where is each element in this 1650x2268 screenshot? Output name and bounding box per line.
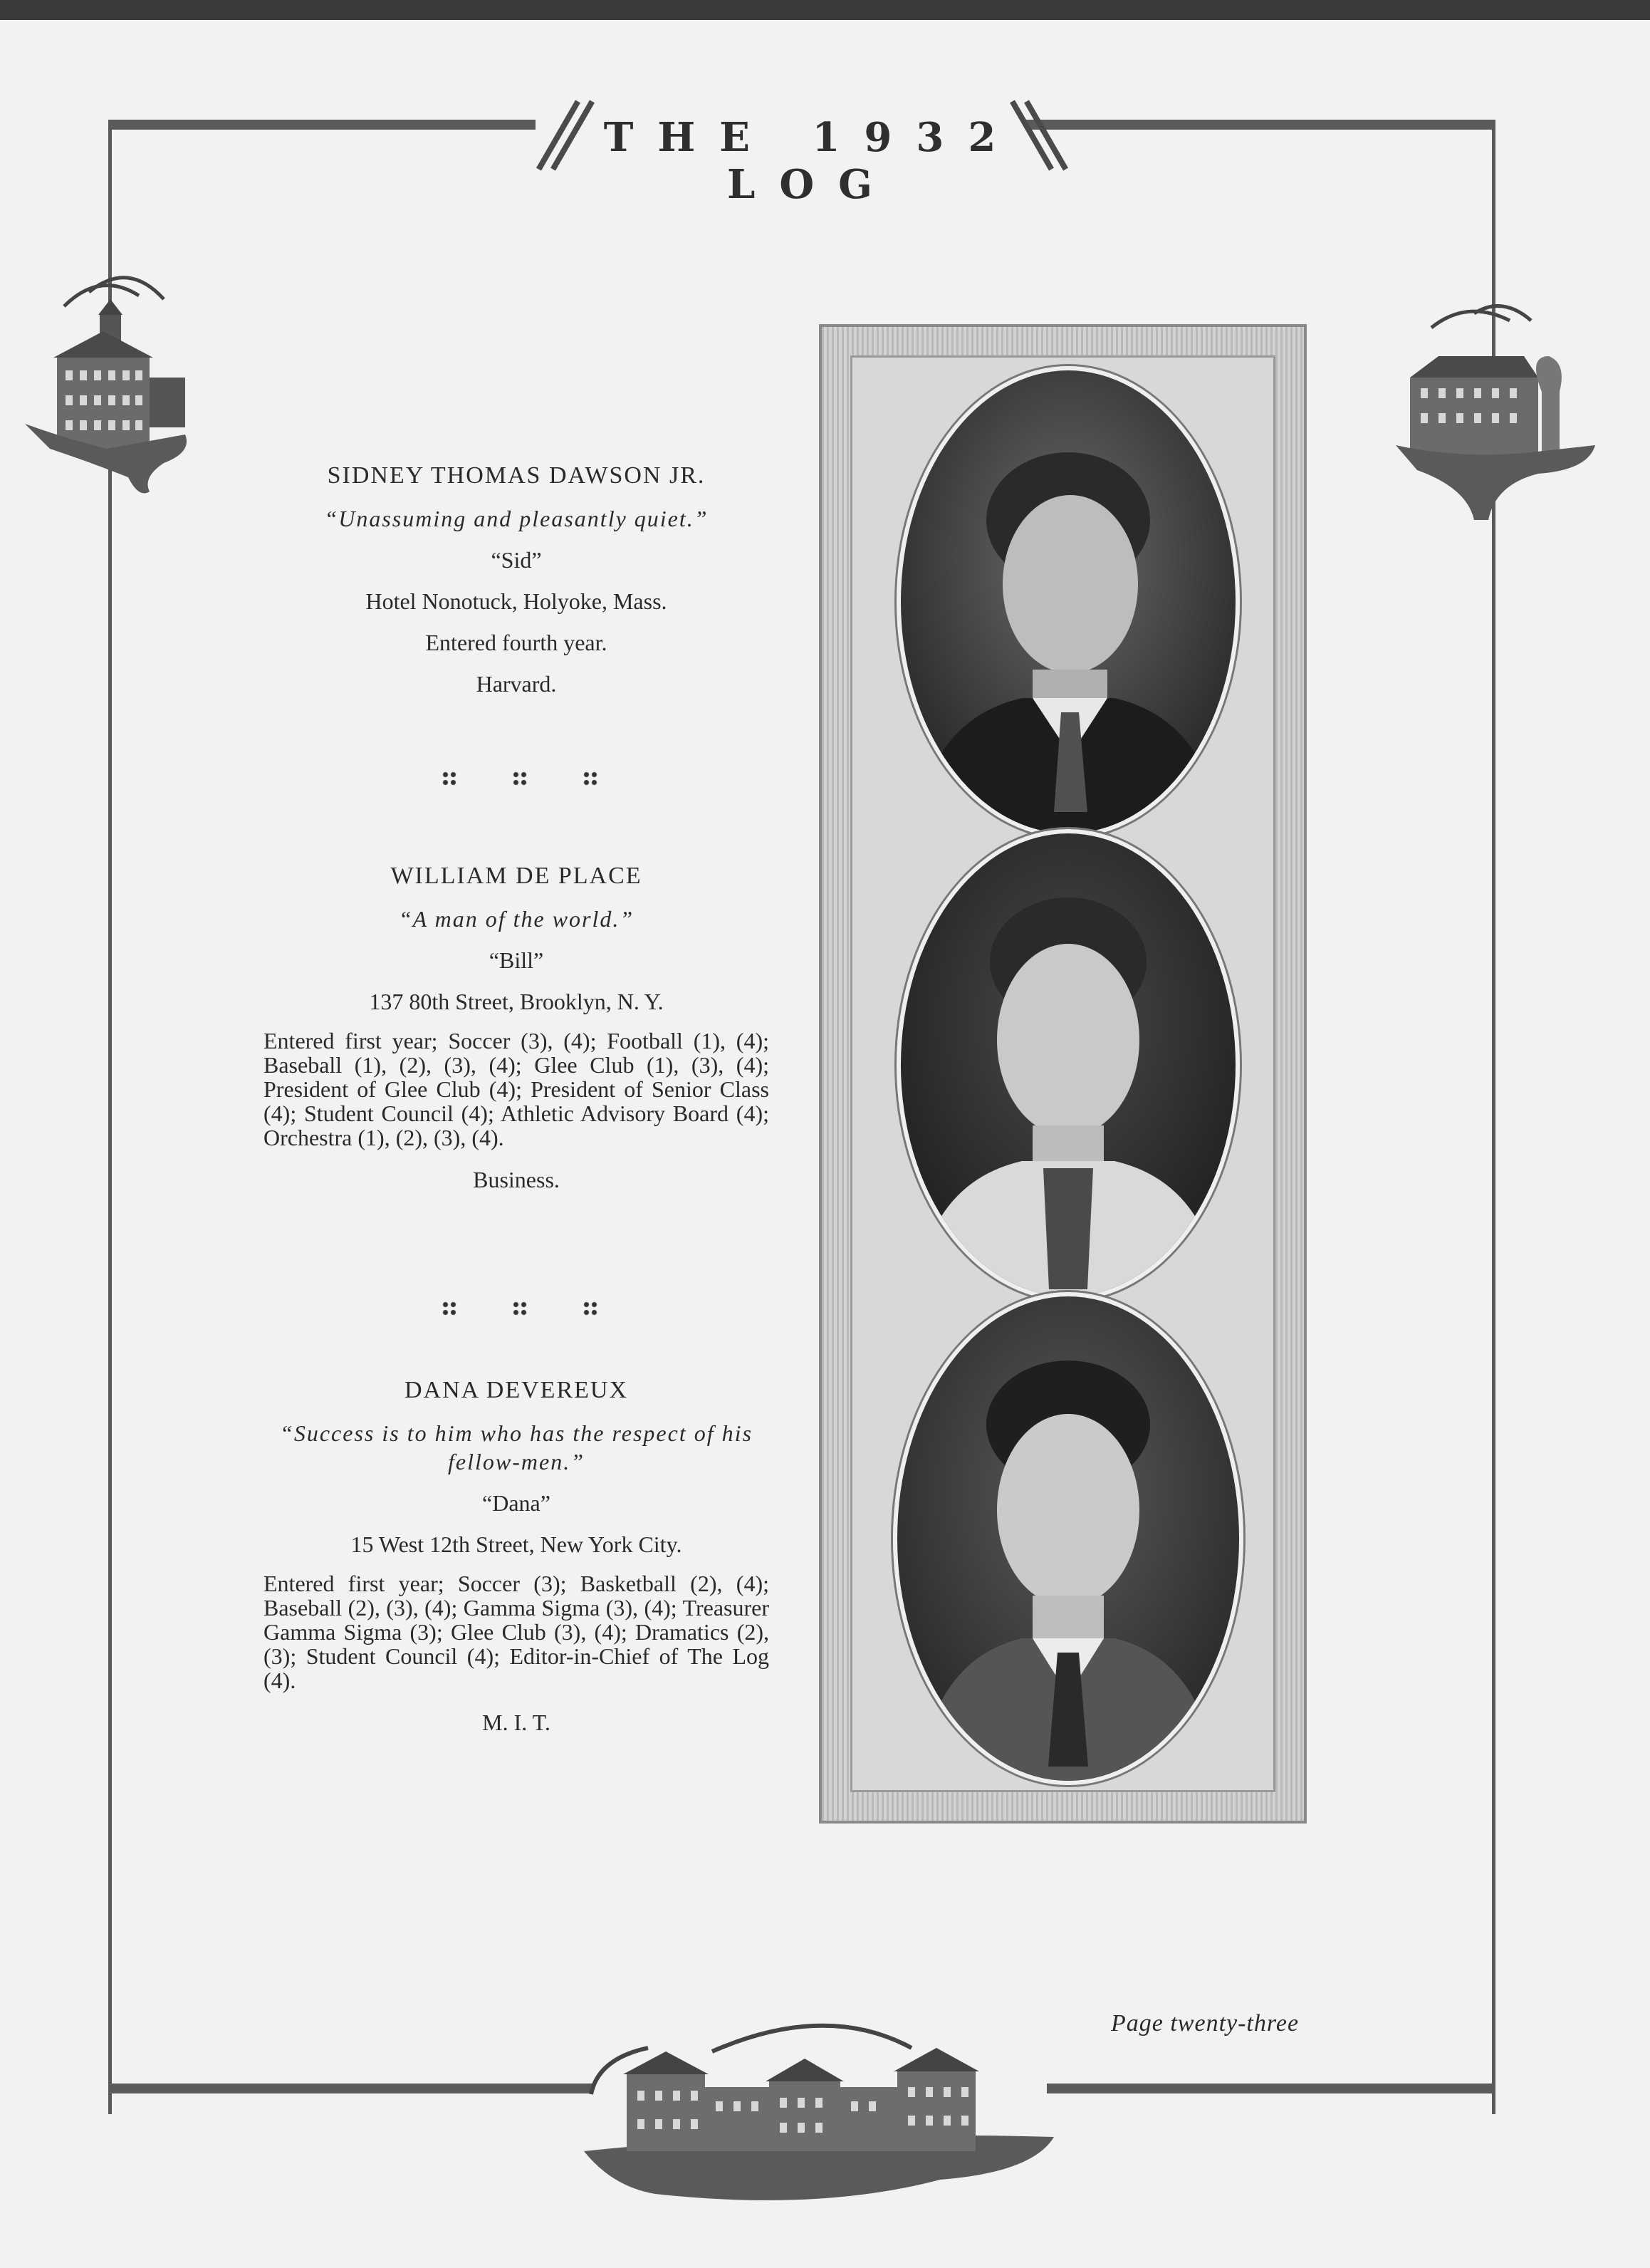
student-activities: Entered fourth year.: [425, 630, 607, 655]
scanner-top-edge: [0, 0, 1650, 20]
yearbook-title: THE 1932 LOG: [603, 114, 1020, 208]
entry-william-de-place: [263, 862, 769, 1207]
student-nickname: “Dana”: [482, 1490, 550, 1516]
student-address: Hotel Nonotuck, Holyoke, Mass.: [365, 588, 667, 614]
frame-top-left-rule: [108, 120, 536, 130]
student-name: DANA DEVEREUX: [404, 1377, 629, 1403]
student-quote: “Success is to him who has the respect of his fellow-men.”: [280, 1420, 753, 1474]
student-address: 137 80th Street, Brooklyn, N. Y.: [369, 989, 664, 1014]
entry-separator: [442, 1301, 598, 1321]
student-name: SIDNEY THOMAS DAWSON JR.: [327, 462, 706, 489]
frame-top-right-rule: [1025, 120, 1495, 130]
portrait-panel: [819, 324, 1307, 1824]
student-destination: M. I. T.: [482, 1710, 550, 1735]
portrait-sidney-dawson: [897, 366, 1240, 838]
frame-bottom-right-rule: [1047, 2084, 1495, 2093]
entry-dana-devereux: [263, 1376, 769, 1749]
student-nickname: “Bill”: [489, 947, 544, 973]
portrait-figure-icon: [901, 370, 1236, 833]
student-destination: Business.: [473, 1167, 560, 1192]
student-address: 15 West 12th Street, New York City.: [350, 1531, 682, 1557]
bottom-campus-vignette: [570, 2009, 1068, 2215]
student-destination: Harvard.: [476, 671, 557, 697]
portrait-figure-icon: [901, 833, 1236, 1296]
student-name: WILLIAM DE PLACE: [390, 863, 642, 889]
page-number: Page twenty-three: [1111, 2010, 1300, 2036]
student-quote: “A man of the world.”: [398, 906, 635, 932]
left-building-vignette: [21, 264, 199, 499]
portrait-william-de-place: [897, 829, 1240, 1301]
portrait-figure-icon: [897, 1296, 1239, 1781]
student-activities: Entered first year; Soccer (3), (4); Football (1), (4); Baseball (1), (2), (3), (4); Glee Club (1), (3), (4); President of Glee Club (4); President of Senior Class (4); Student Council (4); Athletic Advisory Board (4); Orchestra (1), (2), (3), (4).: [263, 1028, 769, 1150]
student-activities: Entered first year; Soccer (3); Basketball (2), (4); Baseball (2), (3), (4); Gamma Sigma (3), (4); Treasurer Gamma Sigma (3); Glee Club (3), (4); Dramatics (2), (3); Student Council (4); Editor-in-Chief of The Log (4).: [263, 1571, 769, 1693]
entry-sidney-dawson: [263, 462, 769, 711]
entry-separator: [442, 771, 598, 791]
right-building-vignette: [1389, 292, 1602, 527]
portrait-dana-devereux: [893, 1292, 1243, 1785]
student-quote: “Unassuming and pleasantly quiet.”: [324, 506, 709, 531]
student-nickname: “Sid”: [491, 547, 542, 573]
frame-bottom-left-rule: [108, 2084, 592, 2093]
